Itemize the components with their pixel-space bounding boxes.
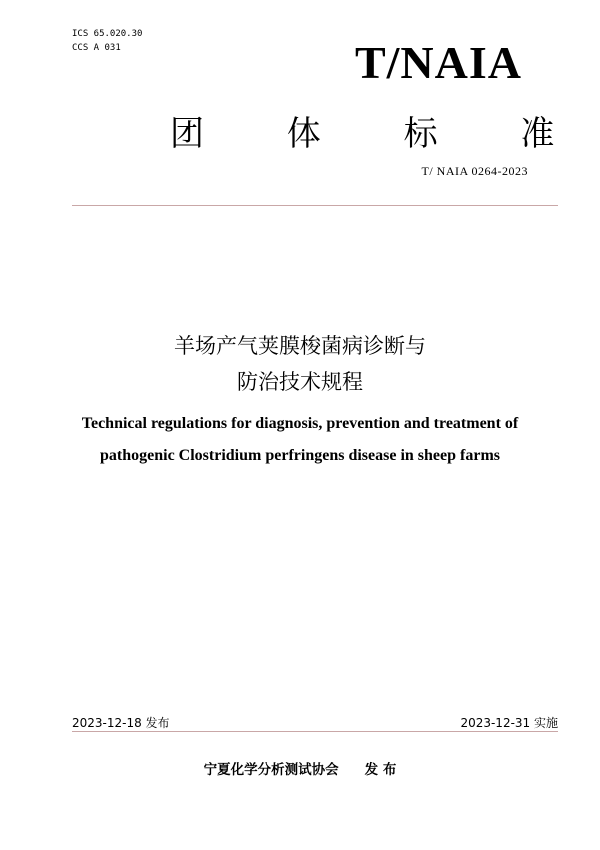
title-en-line1: Technical regulations for diagnosis, prevention and treatment of [81,415,519,432]
standard-category: 团 体 标 准 [170,114,591,154]
classification-codes [72,27,142,55]
ccs-code: CCS A 031 [72,43,121,53]
standard-logo: T/NAIA [354,37,522,88]
ics-code: ICS 65.020.30 [72,29,143,39]
standard-number: T/ NAIA 0264-2023 [421,164,528,178]
publisher-line [0,758,600,778]
publish-date: 2023-12-18 发布 [72,716,170,730]
bottom-divider [72,731,558,732]
title-en-line2: pathogenic Clostridium perfringens disease in sheep farms [100,447,500,464]
title-cn-line1: 羊场产气荚膜梭菌病诊断与 [174,334,426,358]
publish-word: 发 布 [364,762,397,778]
publisher-name: 宁夏化学分析测试协会 [203,762,339,778]
title-cn-line2: 防治技术规程 [237,370,363,394]
top-divider [72,205,558,206]
implement-date: 2023-12-31 实施 [460,716,558,730]
